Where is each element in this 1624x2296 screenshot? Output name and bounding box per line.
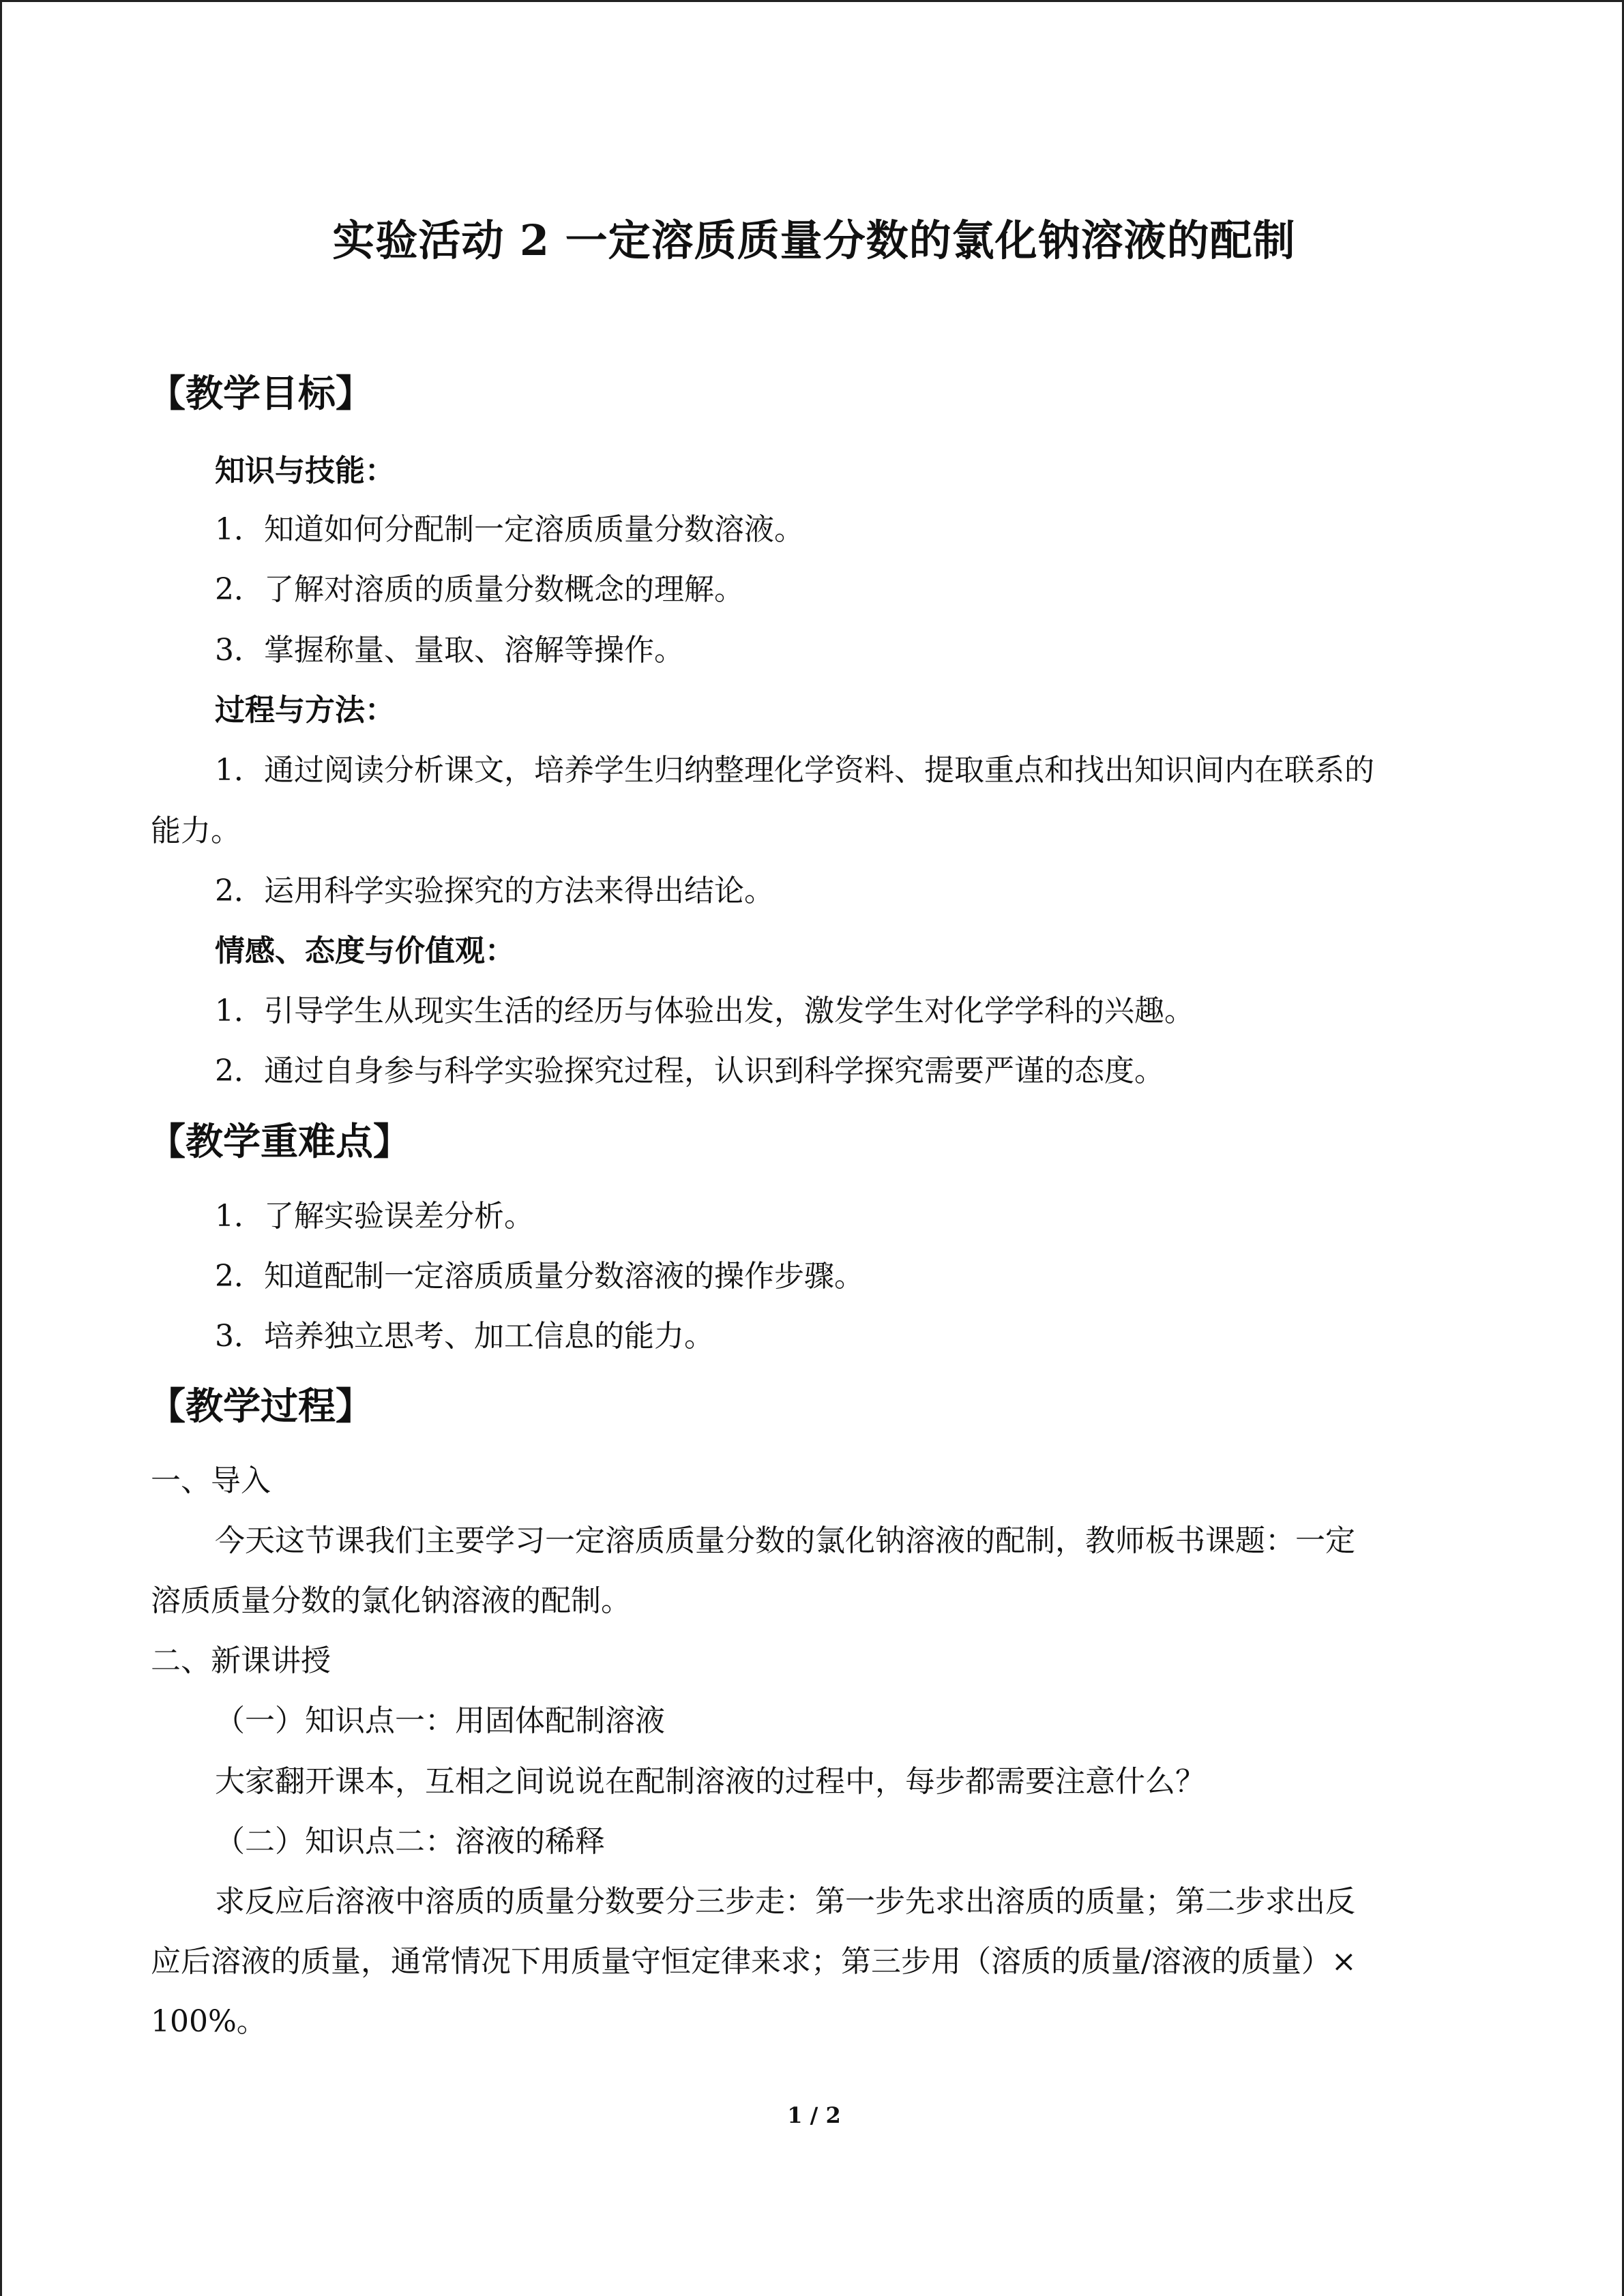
process-new-label: 二、新课讲授 — [151, 1643, 331, 1678]
process-item-1-line-2: 能力。 — [151, 814, 241, 848]
emotion-item-1: 1．引导学生从现实生活的经历与体验出发，激发学生对化学学科的兴趣。 — [215, 994, 1194, 1028]
page-number: 1 / 2 — [787, 2102, 841, 2128]
subheading-process: 过程与方法： — [215, 693, 395, 728]
process-item-1-line-1: 1．通过阅读分析课文，培养学生归纳整理化学资料、提取重点和找出知识间内在联系的 — [215, 753, 1374, 788]
document-title: 实验活动 2 一定溶质质量分数的氯化钠溶液的配制 — [332, 215, 1296, 265]
subheading-emotion: 情感、态度与价值观： — [215, 934, 515, 968]
keypoint-item-3: 3．培养独立思考、加工信息的能力。 — [215, 1319, 714, 1354]
knowledge-item-1: 1．知道如何分配制一定溶质质量分数溶液。 — [215, 512, 804, 547]
knowledge-item-3: 3．掌握称量、量取、溶解等操作。 — [215, 633, 684, 668]
knowledge-point-2-label: （二）知识点二：溶液的稀释 — [215, 1824, 605, 1859]
knowledge-point-2-line-3: 100%。 — [151, 2004, 267, 2039]
keypoint-item-2: 2．知道配制一定溶质质量分数溶液的操作步骤。 — [215, 1259, 864, 1294]
keypoint-item-1: 1．了解实验误差分析。 — [215, 1199, 534, 1234]
emotion-item-2: 2．通过自身参与科学实验探究过程，认识到科学探究需要严谨的态度。 — [215, 1054, 1164, 1088]
knowledge-point-1-text: 大家翻开课本，互相之间说说在配制溶液的过程中，每步都需要注意什么？ — [215, 1764, 1205, 1799]
knowledge-point-2-line-1: 求反应后溶液中溶质的质量分数要分三步走：第一步先求出溶质的质量；第二步求出反 — [215, 1884, 1355, 1919]
knowledge-item-2: 2．了解对溶质的质量分数概念的理解。 — [215, 572, 744, 607]
process-intro-label: 一、导入 — [151, 1463, 271, 1498]
process-intro-line-2: 溶质质量分数的氯化钠溶液的配制。 — [151, 1583, 631, 1618]
knowledge-point-1-label: （一）知识点一：用固体配制溶液 — [215, 1703, 665, 1738]
knowledge-point-2-line-2: 应后溶液的质量，通常情况下用质量守恒定律来求；第三步用（溶质的质量/溶液的质量）× — [151, 1944, 1357, 1979]
section-heading-process: 【教学过程】 — [148, 1384, 374, 1428]
section-heading-objectives: 【教学目标】 — [148, 371, 374, 415]
process-intro-line-1: 今天这节课我们主要学习一定溶质质量分数的氯化钠溶液的配制，教师板书课题：一定 — [215, 1523, 1355, 1558]
section-heading-keypoints: 【教学重难点】 — [148, 1119, 411, 1163]
process-item-2: 2．运用科学实验探究的方法来得出结论。 — [215, 874, 774, 908]
subheading-knowledge: 知识与技能： — [215, 453, 395, 488]
